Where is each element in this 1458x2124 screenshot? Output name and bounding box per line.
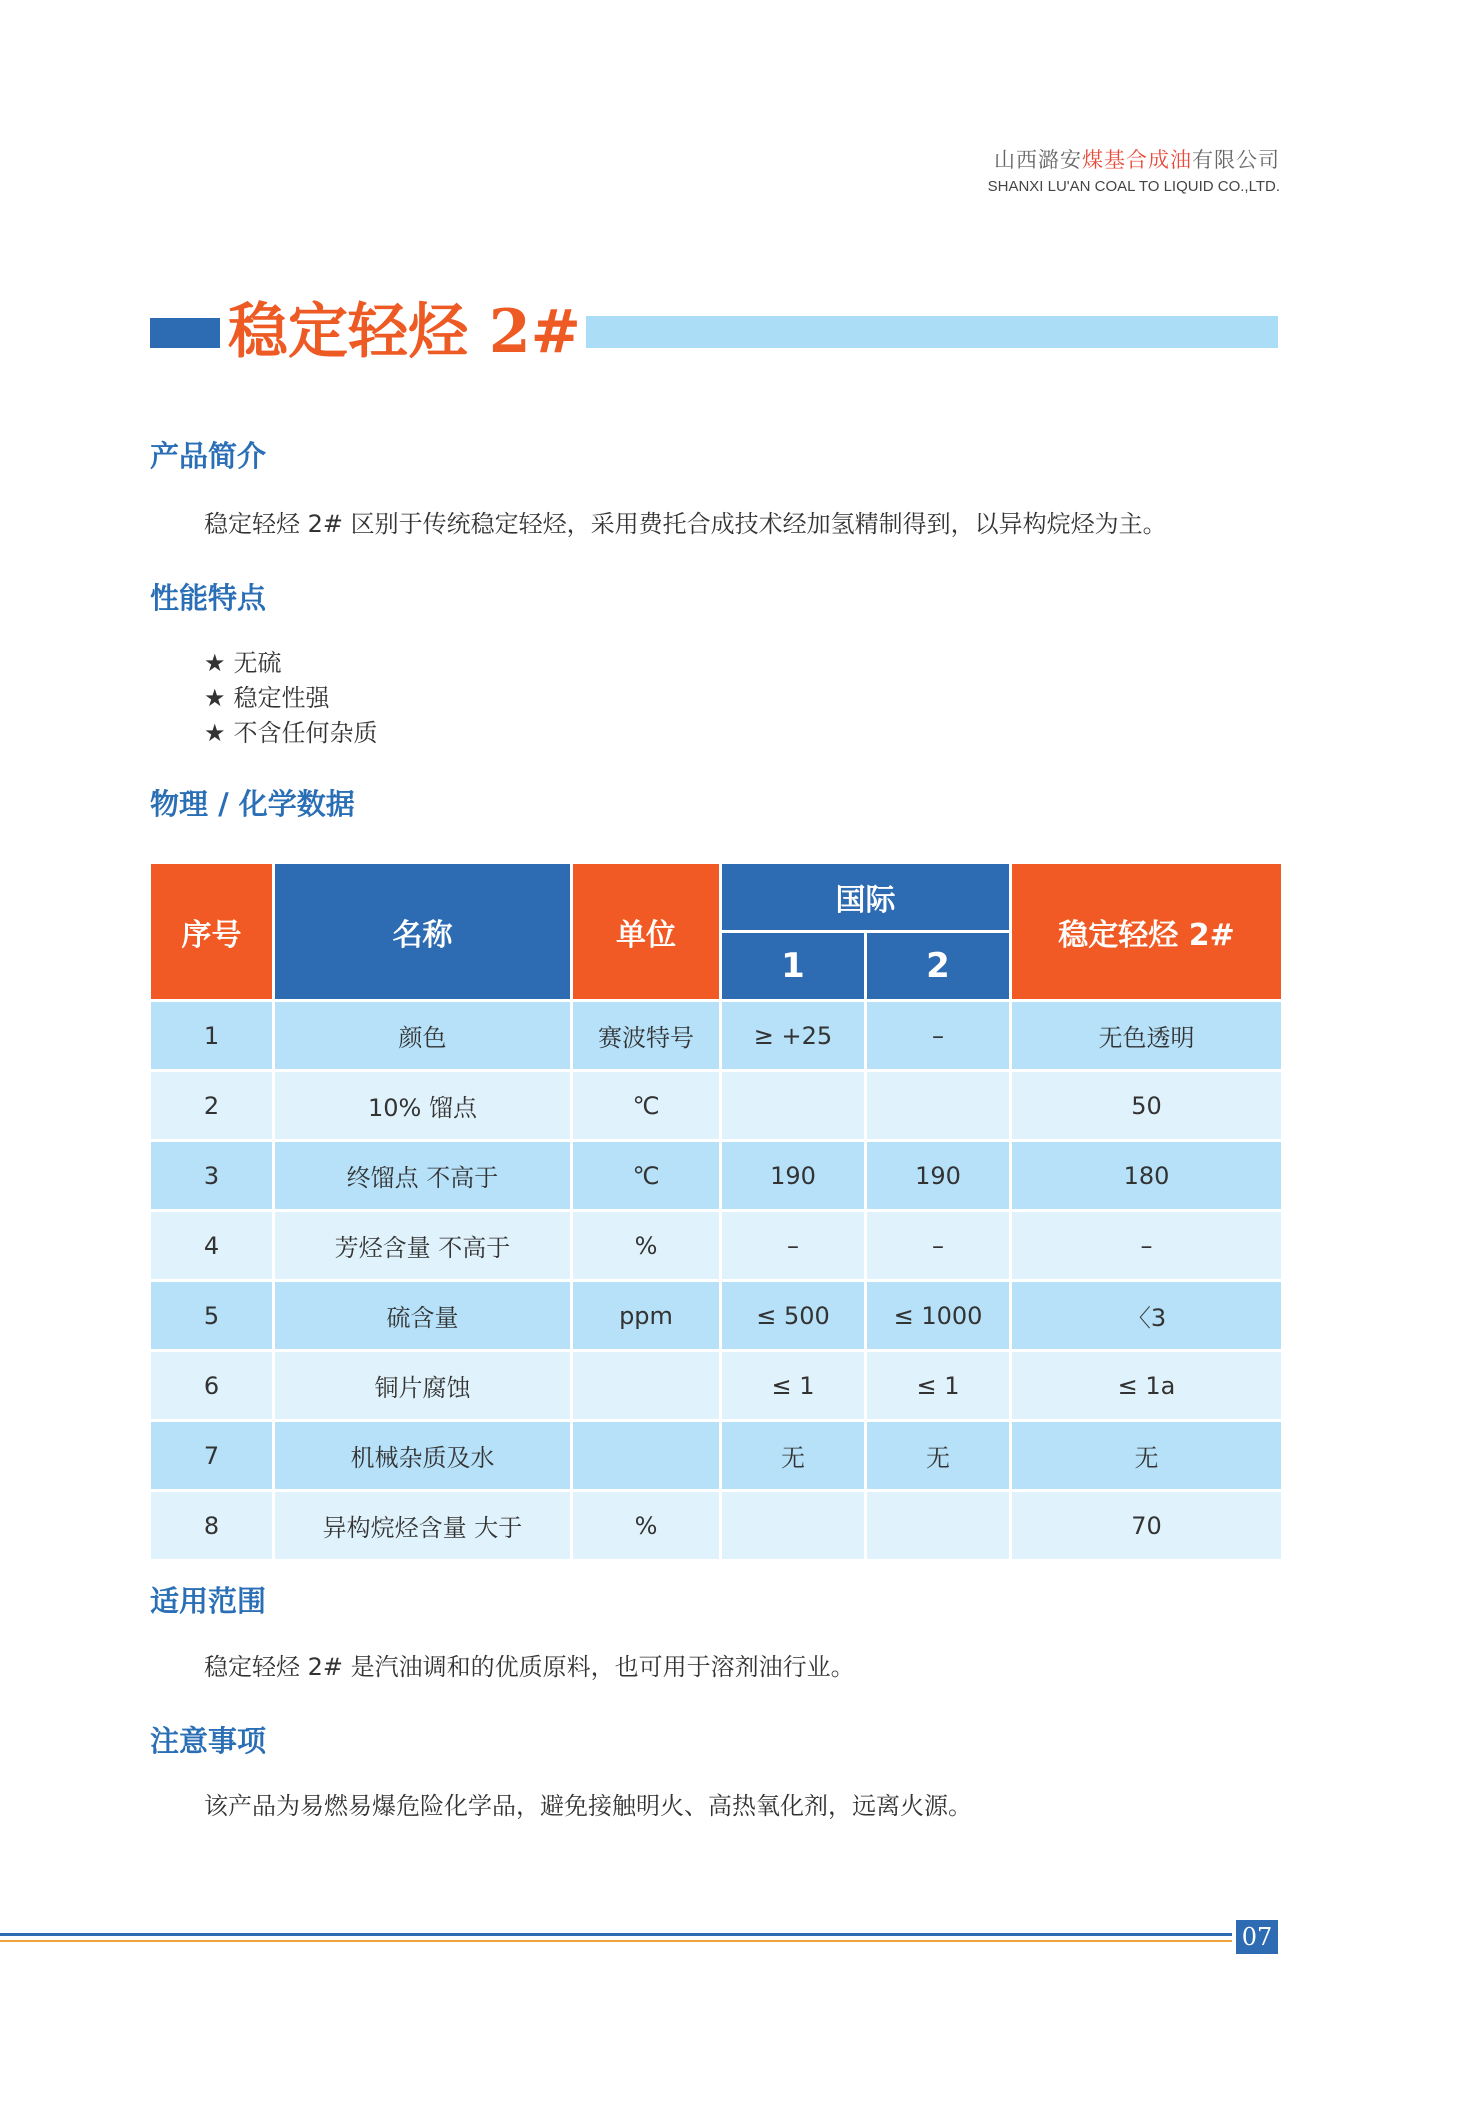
table-row bbox=[151, 1072, 1281, 1139]
header-intl: 国际 bbox=[722, 864, 1009, 930]
cell-product: 180 bbox=[1012, 1142, 1281, 1209]
header-no: 序号 bbox=[151, 864, 272, 999]
cell-name: 颜色 bbox=[275, 1002, 570, 1069]
data-table bbox=[148, 861, 1284, 1562]
cell-name: 10% 馏点 bbox=[275, 1072, 570, 1139]
cell-intl1 bbox=[722, 1072, 864, 1139]
cell-no: 5 bbox=[151, 1282, 272, 1349]
cell-unit bbox=[573, 1422, 719, 1489]
cell-intl1: ≤ 1 bbox=[722, 1352, 864, 1419]
star-icon: ★ bbox=[204, 649, 226, 677]
star-icon: ★ bbox=[204, 684, 226, 712]
section-heading-intro: 产品简介 bbox=[150, 439, 267, 473]
cell-product: 70 bbox=[1012, 1492, 1281, 1559]
footer-rule-blue bbox=[0, 1933, 1232, 1936]
table-row bbox=[151, 1422, 1281, 1489]
table-row bbox=[151, 1352, 1281, 1419]
cell-no: 2 bbox=[151, 1072, 272, 1139]
cell-intl2: – bbox=[867, 1212, 1009, 1279]
cell-intl2 bbox=[867, 1492, 1009, 1559]
cell-intl1: ≥ +25 bbox=[722, 1002, 864, 1069]
company-name-cn bbox=[994, 144, 1280, 174]
list-item bbox=[204, 681, 378, 716]
table-row bbox=[151, 1002, 1281, 1069]
footer-rule-orange bbox=[0, 1940, 1232, 1942]
title-accent-block bbox=[150, 318, 220, 348]
page-number: 07 bbox=[1236, 1920, 1278, 1954]
cell-unit: ℃ bbox=[573, 1072, 719, 1139]
cell-name: 机械杂质及水 bbox=[275, 1422, 570, 1489]
section-heading-caution: 注意事项 bbox=[150, 1724, 267, 1758]
cell-name: 铜片腐蚀 bbox=[275, 1352, 570, 1419]
cell-intl1: 190 bbox=[722, 1142, 864, 1209]
company-name-suffix: 有限公司 bbox=[1192, 148, 1280, 172]
section-heading-features: 性能特点 bbox=[150, 581, 267, 615]
cell-name: 硫含量 bbox=[275, 1282, 570, 1349]
header-intl-1: 1 bbox=[722, 933, 864, 999]
cell-no: 7 bbox=[151, 1422, 272, 1489]
cell-intl1: – bbox=[722, 1212, 864, 1279]
cell-intl1: ≤ 500 bbox=[722, 1282, 864, 1349]
cell-intl2 bbox=[867, 1072, 1009, 1139]
cell-no: 8 bbox=[151, 1492, 272, 1559]
cell-product: 无色透明 bbox=[1012, 1002, 1281, 1069]
cell-intl2: ≤ 1000 bbox=[867, 1282, 1009, 1349]
cell-product: 〈3 bbox=[1012, 1282, 1281, 1349]
cell-unit: ppm bbox=[573, 1282, 719, 1349]
list-item bbox=[204, 646, 378, 681]
section-heading-usage: 适用范围 bbox=[150, 1584, 267, 1618]
list-item bbox=[204, 716, 378, 751]
cell-name: 异构烷烃含量 大于 bbox=[275, 1492, 570, 1559]
feature-list bbox=[204, 646, 378, 751]
company-name-highlight: 煤基合成油 bbox=[1082, 148, 1192, 172]
header-unit: 单位 bbox=[573, 864, 719, 999]
table-row bbox=[151, 1492, 1281, 1559]
cell-no: 4 bbox=[151, 1212, 272, 1279]
feature-label: 不含任何杂质 bbox=[233, 719, 378, 747]
cell-unit: % bbox=[573, 1212, 719, 1279]
cell-no: 1 bbox=[151, 1002, 272, 1069]
company-name-en: SHANXI LU'AN COAL TO LIQUID CO.,LTD. bbox=[987, 178, 1280, 195]
header-intl-2: 2 bbox=[867, 933, 1009, 999]
cell-intl1: 无 bbox=[722, 1422, 864, 1489]
caution-paragraph: 该产品为易燃易爆危险化学品，避免接触明火、高热氧化剂，远离火源。 bbox=[204, 1792, 972, 1820]
cell-intl2: – bbox=[867, 1002, 1009, 1069]
cell-product: 无 bbox=[1012, 1422, 1281, 1489]
table-row bbox=[151, 1212, 1281, 1279]
cell-product: – bbox=[1012, 1212, 1281, 1279]
cell-intl1 bbox=[722, 1492, 864, 1559]
cell-name: 芳烃含量 不高于 bbox=[275, 1212, 570, 1279]
cell-intl2: ≤ 1 bbox=[867, 1352, 1009, 1419]
star-icon: ★ bbox=[204, 719, 226, 747]
cell-product: 50 bbox=[1012, 1072, 1281, 1139]
cell-no: 6 bbox=[151, 1352, 272, 1419]
cell-no: 3 bbox=[151, 1142, 272, 1209]
table-row bbox=[151, 1282, 1281, 1349]
title-accent-bar bbox=[586, 316, 1278, 348]
page-title: 稳定轻烃 2# bbox=[228, 297, 581, 367]
cell-unit: ℃ bbox=[573, 1142, 719, 1209]
company-name-prefix: 山西潞安 bbox=[994, 148, 1082, 172]
usage-paragraph: 稳定轻烃 2# 是汽油调和的优质原料，也可用于溶剂油行业。 bbox=[204, 1653, 855, 1681]
intro-paragraph: 稳定轻烃 2# 区别于传统稳定轻烃，采用费托合成技术经加氢精制得到，以异构烷烃为主。 bbox=[204, 510, 1167, 538]
cell-unit: 赛波特号 bbox=[573, 1002, 719, 1069]
section-heading-data: 物理 / 化学数据 bbox=[150, 787, 355, 821]
header-product: 稳定轻烃 2# bbox=[1012, 864, 1281, 999]
feature-label: 稳定性强 bbox=[233, 684, 330, 712]
feature-label: 无硫 bbox=[233, 649, 282, 677]
cell-unit: % bbox=[573, 1492, 719, 1559]
header-name: 名称 bbox=[275, 864, 570, 999]
cell-product: ≤ 1a bbox=[1012, 1352, 1281, 1419]
table-row bbox=[151, 1142, 1281, 1209]
cell-intl2: 190 bbox=[867, 1142, 1009, 1209]
cell-intl2: 无 bbox=[867, 1422, 1009, 1489]
cell-name: 终馏点 不高于 bbox=[275, 1142, 570, 1209]
cell-unit bbox=[573, 1352, 719, 1419]
